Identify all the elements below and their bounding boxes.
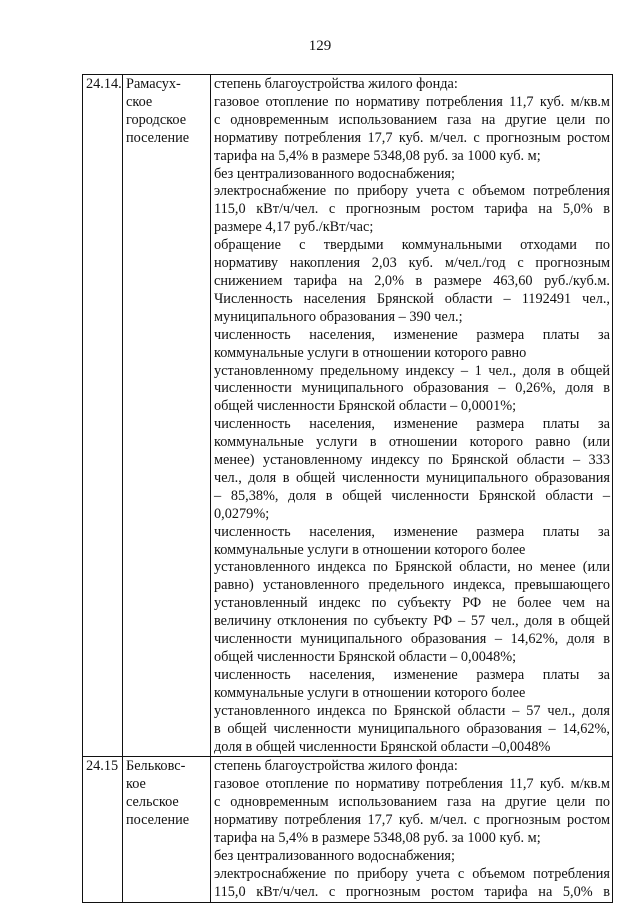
table-row — [83, 75, 613, 757]
description-line: степень благоустройства жилого фонда: — [214, 76, 458, 92]
description-line: газовое отопление по нормативу потребления 11,7 куб. м/кв.м — [214, 776, 610, 793]
description-line: 115,0 кВт/ч/чел. с прогнозным ростом тарифа на 5,0% в — [214, 201, 610, 218]
description-line: численность населения, изменение размера платы за — [214, 416, 610, 433]
description-line: коммунальные услуги в отношении которого более — [214, 684, 526, 701]
description-line: степень благоустройства жилого фонда: — [214, 758, 458, 775]
tariff-table — [82, 74, 613, 903]
description-line: установленного индекса по Брянской области – 57 чел., доля — [214, 702, 610, 719]
description-line: муниципального образования – 390 чел.; — [214, 308, 463, 325]
description-cell — [211, 75, 613, 757]
description-line: установленный индекс по субъекту РФ не более чем на — [214, 595, 610, 612]
description-line: нормативу потребления 17,7 куб. м/чел. с прогнозным ростом — [214, 812, 610, 829]
description-line: с одновременным использованием газа на другие цели по — [214, 794, 610, 811]
description-cell — [211, 757, 613, 902]
settlement-name-line: кое — [126, 776, 146, 793]
description-line: размере 4,17 руб./кВт/час; — [214, 219, 374, 236]
description-line: с одновременным использованием газа на другие цели по — [214, 111, 610, 128]
description-line: величину отклонения по субъекту РФ – 57 чел., доля в общей — [214, 613, 610, 630]
description-line: электроснабжение по прибору учета с объемом потребления — [214, 183, 610, 200]
description-line: численности муниципального образования – 0,26%, доля в — [214, 380, 610, 397]
description-line: коммунальные услуги в отношении которого более — [214, 541, 526, 558]
settlement-name-cell — [123, 757, 211, 902]
description-line: численности муниципального образования – 14,62%, доля в — [214, 631, 610, 648]
description-line: нормативу потребления 17,7 куб. м/чел. с прогнозным ростом — [214, 129, 610, 146]
description-line: 0,0279%; — [214, 505, 270, 522]
description-line: снижением тарифа на 2,0% в размере 463,60 руб./куб.м. — [214, 272, 610, 289]
table-row — [83, 757, 613, 902]
description-line: доля в общей численности Брянской области –0,0048% — [214, 738, 551, 755]
page-number: 129 — [308, 38, 332, 54]
description-line: нормативу накопления 2,03 куб. м/чел./год с прогнозным — [214, 255, 610, 272]
description-line: обращение с твердыми коммунальными отходами по — [214, 237, 610, 254]
row-number-cell — [83, 757, 123, 902]
description-line: численность населения, изменение размера платы за — [214, 523, 610, 540]
description-line: тарифа на 5,4% в размере 5348,08 руб. за 1000 куб. м; — [214, 147, 541, 164]
description-line: установленному предельному индексу – 1 чел., доля в общей — [214, 362, 610, 379]
description-line: тарифа на 5,4% в размере 5348,08 руб. за 1000 куб. м; — [214, 830, 541, 847]
description-line: численность населения, изменение размера платы за — [214, 666, 610, 683]
description-line: Численность населения Брянской области – 1192491 чел., — [214, 290, 610, 307]
description-line: – 85,38%, доля в общей численности Брянской области – — [214, 487, 610, 504]
description-line: численность населения, изменение размера платы за — [214, 326, 610, 343]
row-number-cell — [83, 75, 123, 757]
row-number: 24.14. — [86, 76, 122, 92]
description-line: 115,0 кВт/ч/чел. с прогнозным ростом тарифа на 5,0% в — [214, 883, 610, 900]
description-line: менее) установленному индексу по Брянской области – 333 — [214, 452, 610, 469]
description-line: без централизованного водоснабжения; — [214, 165, 455, 182]
description-line: коммунальные услуги в отношении которого равно — [214, 344, 527, 361]
description-line: без централизованного водоснабжения; — [214, 847, 455, 864]
row-number: 24.15 — [86, 758, 119, 775]
settlement-name-line: Бельковс- — [126, 758, 186, 775]
description-line: в общей численности муниципального образования – 14,62%, — [214, 720, 610, 737]
description-line: коммунальные услуги в отношении которого равно (или — [214, 434, 610, 451]
description-line: общей численности Брянской области – 0,0048%; — [214, 649, 517, 665]
description-line: установленного индекса по Брянской области, но менее (или — [214, 559, 610, 576]
tariff-table-body — [83, 75, 613, 903]
description-line: чел., доля в общей численности муниципального образования — [214, 469, 610, 486]
settlement-name-line: сельское — [126, 794, 179, 811]
settlement-name-cell — [123, 75, 211, 757]
description-line: электроснабжение по прибору учета с объемом потребления — [214, 865, 610, 882]
description-line: общей численности Брянской области – 0,0001%; — [214, 398, 517, 415]
settlement-name-line: городское — [126, 111, 187, 128]
settlement-name-line: Рамасух- — [126, 76, 181, 92]
description-line: газовое отопление по нормативу потребления 11,7 куб. м/кв.м — [214, 93, 610, 110]
settlement-name-line: ское — [126, 93, 153, 110]
description-line: равно) установленного предельного индекса, превышающего — [214, 577, 610, 594]
settlement-name-line: поселение — [126, 129, 190, 146]
settlement-name-line: поселение — [126, 812, 190, 829]
